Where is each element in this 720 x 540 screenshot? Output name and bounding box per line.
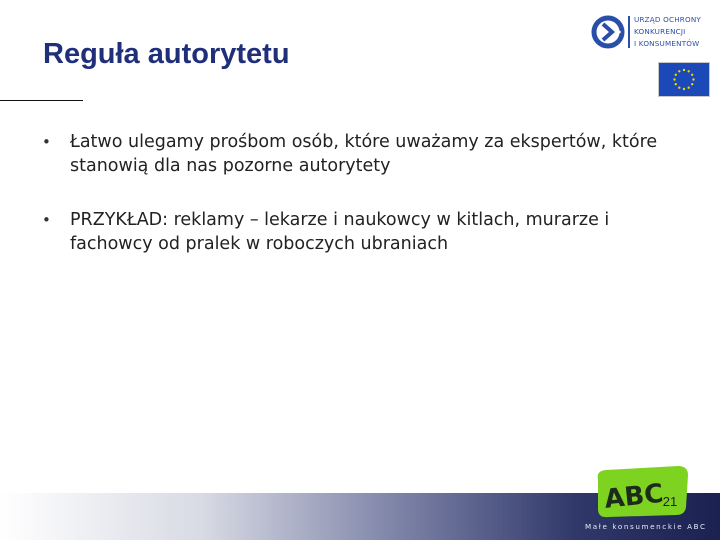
- bullet-text: Łatwo ulegamy prośbom osób, które uważamy za ekspertów, które stanowią dla nas pozorne autorytety: [70, 132, 658, 176]
- page-number: 21: [662, 494, 678, 509]
- uokik-logo-icon: [590, 14, 626, 50]
- logo-text-line: KONKURENCJI: [634, 27, 686, 36]
- logo-text-line: I KONSUMENTÓW: [634, 39, 700, 48]
- uokik-logo: [590, 12, 715, 52]
- footer-caption: Małe konsumenckie ABC: [585, 522, 707, 531]
- logo-text: [634, 14, 701, 50]
- bullet-text: PRZYKŁAD: reklamy – lekarze i naukowcy w kitlach, murarze i fachowcy od pralek w roboczych ubraniach: [70, 210, 610, 254]
- logo-divider: [628, 16, 630, 48]
- bullet-item: [42, 208, 682, 256]
- slide-title: Reguła autorytetu: [43, 38, 290, 70]
- eu-flag-icon: [659, 63, 709, 96]
- logo-text-line: URZĄD OCHRONY: [634, 15, 702, 24]
- bullet-list: [42, 130, 682, 286]
- bullet-marker: •: [42, 211, 51, 229]
- abc-badge-text: ABC: [603, 478, 665, 515]
- title-underline: [0, 100, 83, 101]
- bullet-item: [42, 130, 682, 178]
- abc-badge-icon: [592, 463, 692, 521]
- bullet-marker: •: [42, 133, 51, 151]
- eu-flag: [658, 62, 710, 97]
